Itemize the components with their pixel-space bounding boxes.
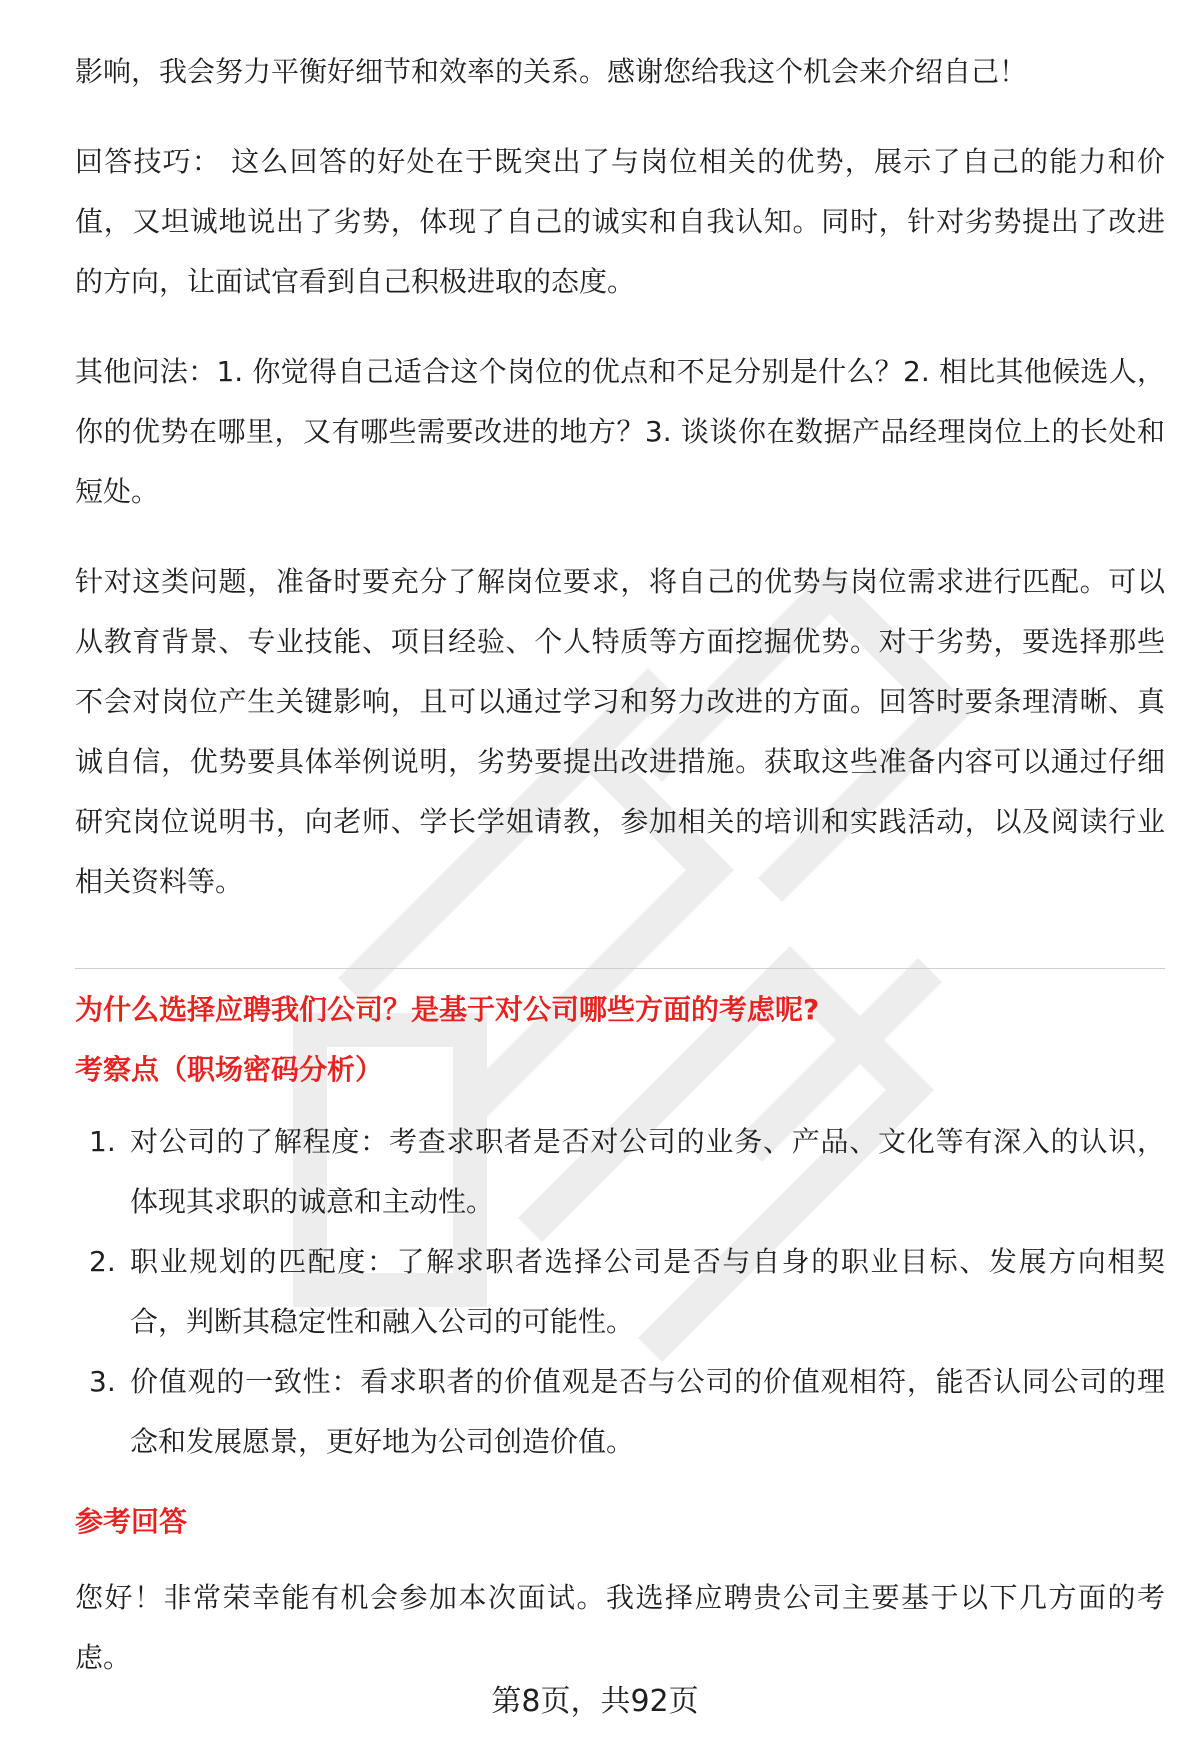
list-item — [75, 1112, 1165, 1232]
focus-points-list — [75, 1112, 1165, 1472]
list-item-text: 对公司的了解程度：考查求职者是否对公司的业务、产品、文化等有深入的认识，体现其求职的诚意和主动性。 — [130, 1125, 1165, 1218]
answer-tips-paragraph: 回答技巧： 这么回答的好处在于既突出了与岗位相关的优势，展示了自己的能力和价值，又坦诚地说出了劣势，体现了自己的诚实和自我认知。同时，针对劣势提出了改进的方向，让面试官看到自己积极进取的态度。 — [75, 145, 1165, 298]
list-item — [75, 1352, 1165, 1472]
reference-answer-heading: 参考回答 — [75, 1505, 188, 1538]
list-item-number: 1. — [89, 1125, 116, 1158]
list-item-number: 3. — [89, 1365, 116, 1398]
reference-answer-paragraph: 您好！非常荣幸能有机会参加本次面试。我选择应聘贵公司主要基于以下几方面的考虑。 — [75, 1581, 1165, 1674]
section-divider — [75, 968, 1165, 969]
list-item-text: 价值观的一致性：看求职者的价值观是否与公司的价值观相符，能否认同公司的理念和发展愿景，更好地为公司创造价值。 — [130, 1365, 1165, 1458]
continuation-paragraph: 影响，我会努力平衡好细节和效率的关系。感谢您给我这个机会来介绍自己！ — [75, 55, 1028, 88]
list-item-number: 2. — [89, 1245, 116, 1278]
question-title: 为什么选择应聘我们公司？是基于对公司哪些方面的考虑呢? — [75, 993, 820, 1026]
preparation-paragraph: 针对这类问题，准备时要充分了解岗位要求，将自己的优势与岗位需求进行匹配。可以从教育背景、专业技能、项目经验、个人特质等方面挖掘优势。对于劣势，要选择那些不会对岗位产生关键影响，且可以通过学习和努力改进的方面。回答时要条理清晰、真诚自信，优势要具体举例说明，劣势要提出改进措施。获取这些准备内容可以通过仔细研究岗位说明书，向老师、学长学姐请教，参加相关的培训和实践活动，以及阅读行业相关资料等。 — [75, 565, 1165, 898]
page-number-footer: 第8页，共92页 — [491, 1684, 699, 1719]
list-item-text: 职业规划的匹配度：了解求职者选择公司是否与自身的职业目标、发展方向相契合，判断其稳定性和融入公司的可能性。 — [130, 1245, 1165, 1338]
focus-points-heading: 考察点（职场密码分析） — [75, 1053, 384, 1086]
list-item — [75, 1232, 1165, 1352]
other-questions-paragraph: 其他问法：1. 你觉得自己适合这个岗位的优点和不足分别是什么？2. 相比其他候选人，你的优势在哪里，又有哪些需要改进的地方？3. 谈谈你在数据产品经理岗位上的长处和短处。 — [75, 355, 1165, 508]
